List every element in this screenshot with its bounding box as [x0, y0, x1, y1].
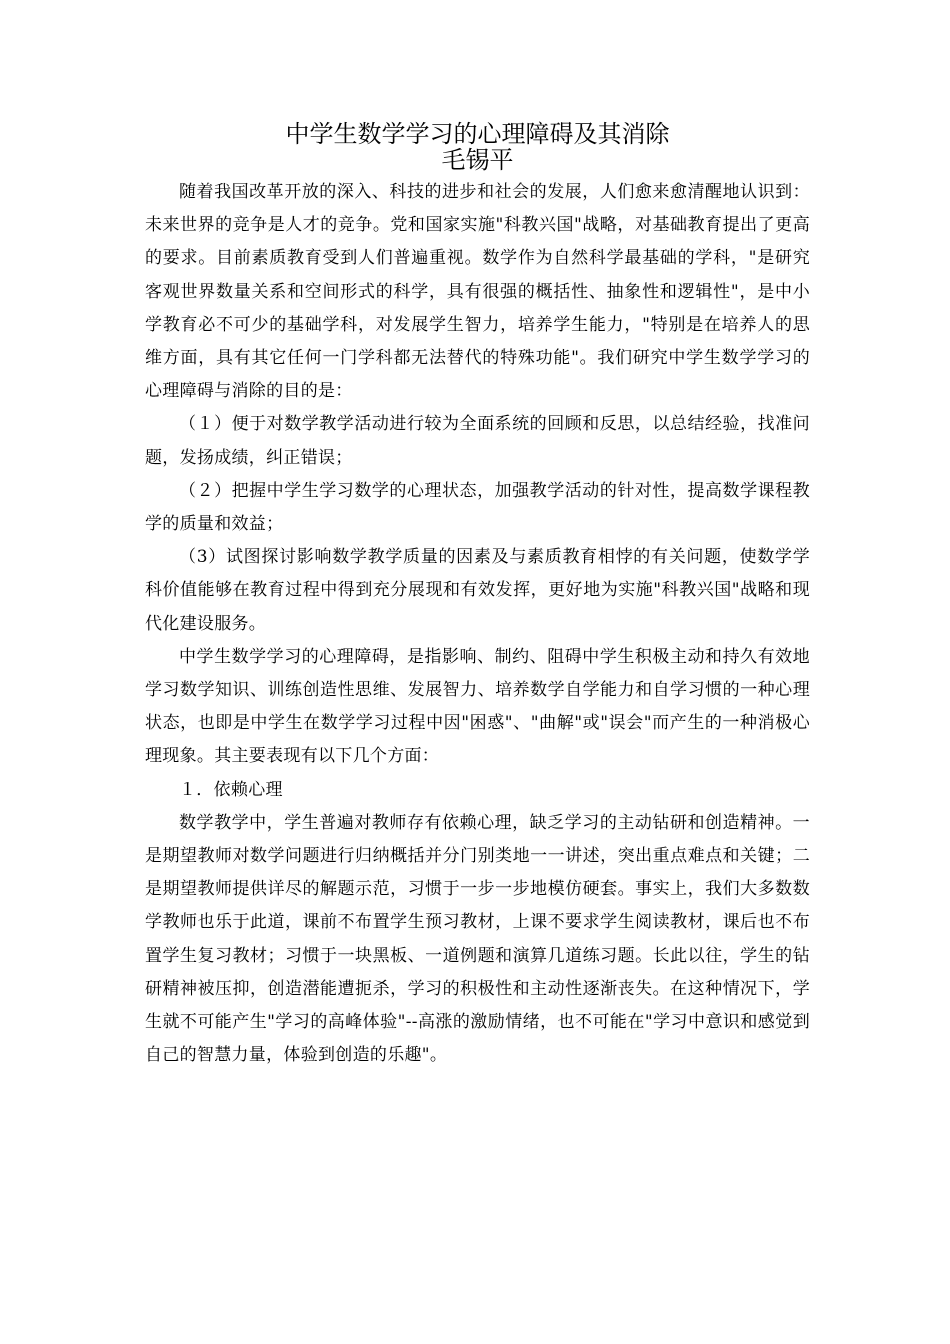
paragraph-intro: 随着我国改革开放的深入、科技的进步和社会的发展，人们愈来愈清醒地认识到：未来世界的竞争是人才的竞争。党和国家实施"科教兴国"战略，对基础教育提出了更高的要求。目前素质教育受到人们普遍重视。数学作为自然科学最基础的学科，"是研究客观世界数量关系和空间形式的科学，具有很强的概括性、抽象性和逻辑性"，是中小学教育必不可少的基础学科，对发展学生智力，培养学生能力，"特别是在培养人的思维方面，具有其它任何一门学科都无法替代的特殊功能"。我们研究中学生数学学习的心理障碍与消除的目的是： [145, 182, 810, 402]
paragraph-purpose-2: （２）把握中学生学习数学的心理状态，加强教学活动的针对性，提高数学课程教学的质量和效益； [145, 480, 810, 535]
paragraph-definition: 中学生数学学习的心理障碍，是指影响、制约、阻碍中学生积极主动和持久有效地学习数学知识、训练创造性思维、发展智力、培养数学自学能力和自学习惯的一种心理状态，也即是中学生在数学学习过程中因"困惑"、"曲解"或"误会"而产生的一种消极心理现象。其主要表现有以下几个方面： [145, 646, 810, 767]
paragraph-purpose-1: （１）便于对数学教学活动进行较为全面系统的回顾和反思，以总结经验，找准问题，发扬成绩，纠正错误； [145, 414, 810, 468]
document-author: 毛锡平 [441, 146, 514, 174]
document-title: 中学生数学学习的心理障碍及其消除 [285, 120, 670, 148]
paragraph-purpose-3: （3）试图探讨影响数学教学质量的因素及与素质教育相悖的有关问题，使数学学科价值能够在教育过程中得到充分展现和有效发挥，更好地为实施"科教兴国"战略和现代化建设服务。 [145, 547, 810, 634]
section-heading: １．依赖心理 [179, 779, 283, 800]
section-paragraph: 数学教学中，学生普遍对教师存有依赖心理，缺乏学习的主动钻研和创造精神。一是期望教师对数学问题进行归纳概括并分门别类地一一讲述，突出重点难点和关键；二是期望教师提供详尽的解题示范，习惯于一步一步地模仿硬套。事实上，我们大多数数学教师也乐于此道，课前不布置学生预习教材，上课不要求学生阅读教材，课后也不布置学生复习教材；习惯于一块黑板、一道例题和演算几道练习题。长此以往，学生的钻研精神被压抑，创造潜能遭扼杀，学习的积极性和主动性逐渐丧失。在这种情况下，学生就不可能产生"学习的高峰体验"--高涨的激励情绪，也不可能在"学习中意识和感觉到自己的智慧力量，体验到创造的乐趣"。 [145, 812, 810, 1066]
document-body [145, 120, 810, 1072]
